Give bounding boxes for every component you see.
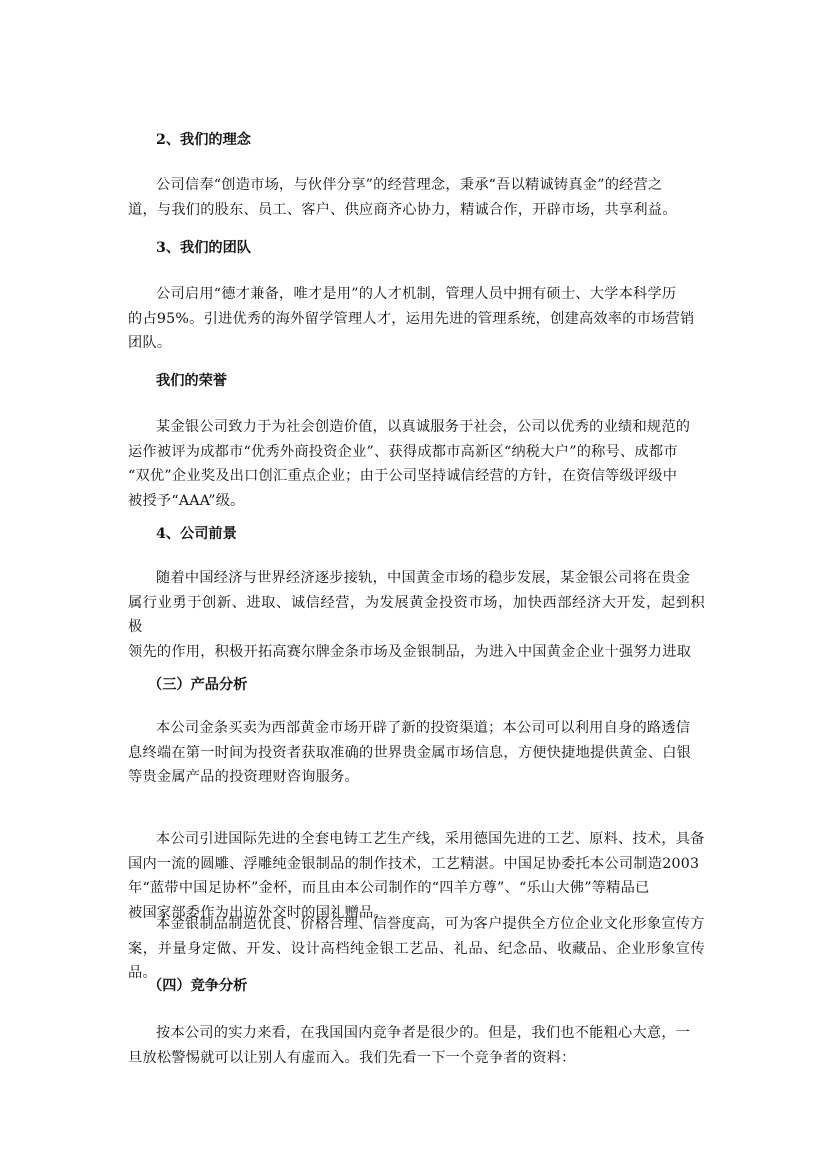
paragraph-product-analysis-3: 本金银制品制造优良、价格合理、信誉度高，可为客户提供全方位企业文化形象宣传方 案，并量身定做、开发、设计高档纯金银工艺品、礼品、纪念品、收藏品、企业形象宣传品。 bbox=[128, 916, 705, 981]
paragraph-competition-analysis: 按本公司的实力来看，在我国国内竞争者是很少的。但是，我们也不能粗心大意，一 旦放松警惕就可以让别人有虚而入。我们先看一下一个竞争者的资料： bbox=[128, 1025, 691, 1066]
heading-company-prospects: 4、公司前景 bbox=[156, 526, 237, 542]
heading-our-philosophy: 2、我们的理念 bbox=[156, 132, 251, 148]
paragraph-team: 公司启用“德才兼备，唯才是用”的人才机制，管理人员中拥有硕士、大学本科学历 的占95%。引进优秀的海外留学管理人才，运用先进的管理系统，创建高效率的市场营销 团队。 bbox=[128, 286, 695, 351]
heading-our-team: 3、我们的团队 bbox=[156, 240, 251, 256]
paragraph-philosophy: 公司信奉“创造市场，与伙伴分享”的经营理念，秉承“吾以精诚铸真金”的经营之 道，与我们的股东、员工、客户、供应商齐心协力，精诚合作，开辟市场，共享利益。 bbox=[128, 177, 677, 218]
paragraph-honors: 某金银公司致力于为社会创造价值，以真诚服务于社会，公司以优秀的业绩和规范的 运作被评为成都市“优秀外商投资企业”、获得成都市高新区“纳税大户”的称号、成都市 “双优”企业奖及出口创汇重点企业；由于公司坚持诚信经营的方针，在资信等级评级中 被授予“AAA”级。 bbox=[128, 419, 691, 509]
heading-our-honors: 我们的荣誉 bbox=[156, 373, 227, 389]
heading-competition-analysis: （四）竞争分析 bbox=[148, 978, 248, 994]
paragraph-prospects: 随着中国经济与世界经济逐步接轨，中国黄金市场的稳步发展，某金银公司将在贵金 属行业勇于创新、进取、诚信经营，为发展黄金投资市场，加快西部经济大开发，起到积极 领先的作用，积极开拓高赛尔牌金条市场及金银制品，为进入中国黄金企业十强努力进取 bbox=[128, 570, 705, 660]
heading-product-analysis: （三）产品分析 bbox=[148, 677, 248, 693]
paragraph-product-analysis-1: 本公司金条买卖为西部黄金市场开辟了新的投资渠道；本公司可以利用自身的路透信 息终端在第一时间为投资者获取准确的世界贵金属市场信息，方便快捷地提供黄金、白银 等贵金属产品的投资理财咨询服务。 bbox=[128, 720, 692, 785]
paragraph-product-analysis-2: 本公司引进国际先进的全套电铸工艺生产线，采用德国先进的工艺、原料、技术，具备 国内一流的圆雕、浮雕纯金银制品的制作技术，工艺精湛。中国足协委托本公司制造2003 年“蓝带中国足协杯”金杯，而且由本公司制作的“四羊方尊”、“乐山大佛”等精品已 被国家部委作为出访外交时的国礼赠品。 bbox=[128, 831, 705, 921]
